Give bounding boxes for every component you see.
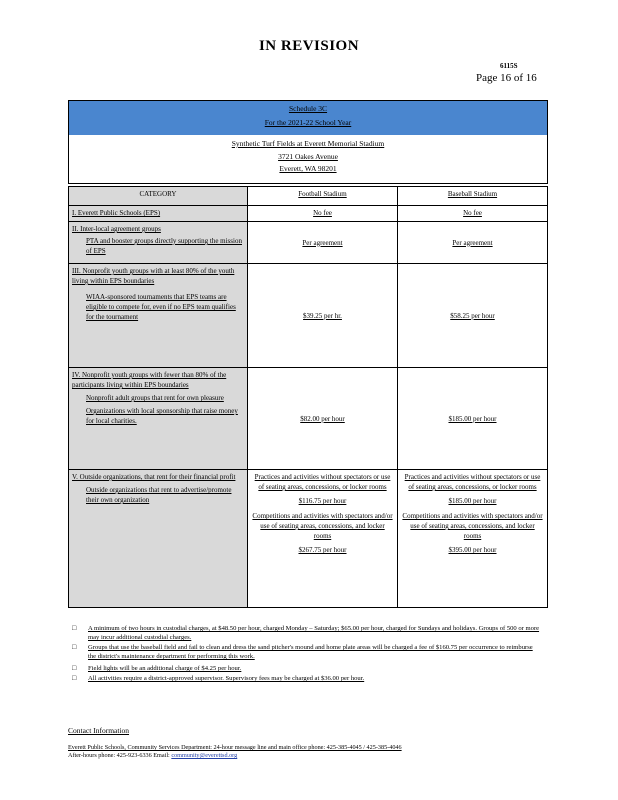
fee-description: Practices and activities without spectators or use of seating areas, concessions, or locker rooms — [254, 473, 391, 491]
fee-text: $185.00 per hour — [448, 414, 497, 423]
baseball-fee-cell — [398, 206, 548, 222]
category-text: II. Inter-local agreement groups — [72, 225, 161, 233]
category-text: III. Nonprofit youth groups with at least 80% of the youth living within EPS boundaries — [72, 267, 235, 285]
contact-after-hours-line — [68, 752, 237, 759]
contact-phone-line: Everett Public Schools, Community Services Department: 24-hour message line and main office phone: 425-385-4045 / 425-385-4046 — [68, 744, 402, 751]
column-header-category: CATEGORY — [69, 187, 248, 206]
category-cell — [69, 470, 248, 608]
table-row — [69, 206, 548, 222]
baseball-fee-cell — [398, 368, 548, 470]
note-item — [72, 624, 542, 642]
bullet-icon: □ — [72, 674, 77, 682]
category-text: I. Everett Public Schools (EPS) — [72, 209, 161, 217]
fee-text: Per agreement — [302, 238, 343, 247]
fee-text: $395.00 per hour — [448, 546, 497, 554]
fee-text: $82.00 per hour — [300, 414, 345, 423]
table-row — [69, 264, 548, 368]
category-cell — [69, 222, 248, 264]
note-text: All activities require a district-approved supervisor. Supervisory fees may be charged at $36.00 per hour. — [88, 675, 365, 682]
facility-street: 3721 Oakes Avenue — [278, 152, 338, 161]
category-cell — [69, 206, 248, 222]
fee-text: $116.75 per hour — [298, 497, 347, 505]
note-item — [72, 674, 542, 683]
column-header-baseball: Baseball Stadium — [398, 187, 548, 206]
note-item — [72, 643, 542, 661]
fee-text: $185.00 per hour — [448, 497, 497, 505]
football-fee-cell — [248, 470, 398, 608]
note-item — [72, 664, 542, 673]
table-row — [69, 368, 548, 470]
table-header-row — [69, 187, 548, 206]
fee-text: No fee — [313, 209, 332, 217]
facility-city: Everett, WA 98201 — [279, 164, 337, 173]
fee-table — [68, 186, 548, 608]
fee-text: Per agreement — [452, 238, 493, 247]
fee-text: No fee — [463, 209, 482, 217]
category-text: V. Outside organizations, that rent for their financial profit — [72, 473, 236, 481]
category-text: PTA and booster groups directly supporting the mission of EPS — [86, 237, 242, 255]
category-text: Nonprofit adult groups that rent for own pleasure — [86, 394, 224, 402]
note-text: Groups that use the baseball field and fail to clean and dress the sand pitcher's mound and home plate areas will be charged a fee of $160.75 per occurrence to reimburse the district's maintenance department for performing this work. — [88, 644, 533, 660]
football-fee-cell — [248, 206, 398, 222]
note-text: A minimum of two hours in custodial charges, at $48.50 per hour, charged Monday – Saturday; $65.00 per hour, charged for Sundays and holidays. Groups of 500 or more may incur additional custodial charges. — [88, 625, 540, 641]
category-cell — [69, 368, 248, 470]
fee-description: Practices and activities without spectators or use of seating areas, concessions, or locker rooms — [404, 473, 541, 491]
page-title: IN REVISION — [258, 38, 360, 54]
page-number: Page 16 of 16 — [476, 72, 537, 84]
email-link[interactable]: community@everettsd.org — [171, 752, 238, 759]
schedule-header — [68, 100, 548, 184]
fee-description: Competitions and activities with spectators and/or use of seating areas, concessions, and locker rooms — [402, 512, 543, 540]
school-year: For the 2021-22 School Year — [264, 118, 352, 127]
category-cell — [69, 264, 248, 368]
table-row — [69, 222, 548, 264]
after-hours-text: After-hours phone: 425-923-6336 Email: — [68, 752, 170, 759]
football-fee-cell — [248, 222, 398, 264]
baseball-fee-cell — [398, 470, 548, 608]
category-text: WIAA-sponsored tournaments that EPS teams are eligible to compete for, even if no EPS team qualifies for the tournament — [86, 293, 236, 321]
category-text: IV. Nonprofit youth groups with fewer than 80% of the participants living within EPS boundaries — [72, 371, 227, 389]
table-row — [69, 470, 548, 608]
contact-heading: Contact Information — [68, 726, 130, 735]
football-fee-cell — [248, 264, 398, 368]
fee-text: $58.25 per hour — [450, 311, 495, 320]
fee-description: Competitions and activities with spectators and/or use of seating areas, concessions, and locker rooms — [252, 512, 393, 540]
baseball-fee-cell — [398, 222, 548, 264]
football-fee-cell — [248, 368, 398, 470]
notes-list — [72, 624, 542, 684]
fee-text: $267.75 per hour — [298, 546, 347, 554]
bullet-icon: □ — [72, 664, 77, 672]
bullet-icon: □ — [72, 643, 77, 651]
baseball-fee-cell — [398, 264, 548, 368]
bullet-icon: □ — [72, 624, 77, 632]
note-text: Field lights will be an additional charge of $4.25 per hour. — [88, 665, 242, 672]
category-text: Outside organizations that rent to advertise/promote their own organization — [86, 486, 232, 504]
schedule-name: Schedule 3C — [288, 104, 328, 113]
fee-text: $39.25 per hr. — [303, 311, 342, 320]
facility-name: Synthetic Turf Fields at Everett Memorial Stadium — [231, 139, 385, 148]
category-text: Organizations with local sponsorship that raise money for local charities. — [86, 407, 238, 425]
column-header-football: Football Stadium — [248, 187, 398, 206]
document-number: 6115S — [500, 62, 518, 70]
